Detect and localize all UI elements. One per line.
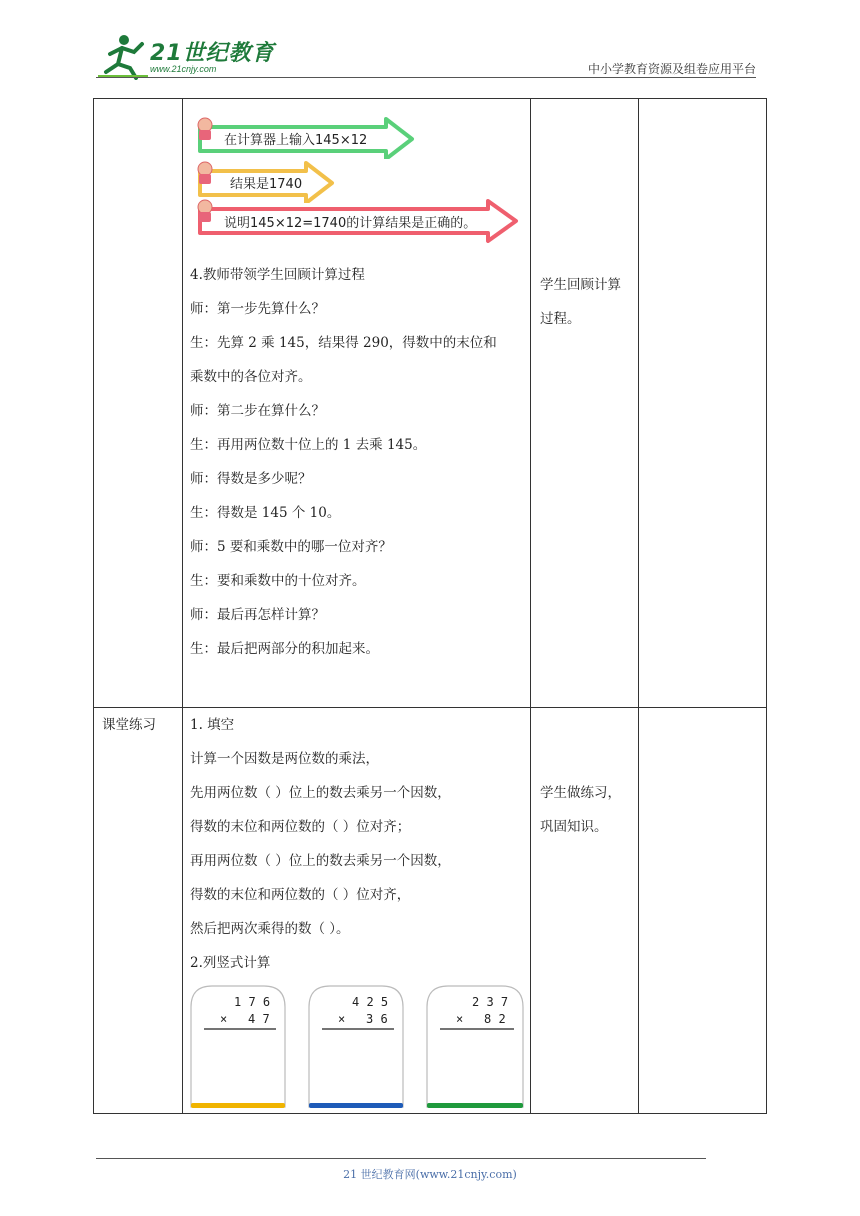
exercise-line: 2.列竖式计算 — [190, 955, 271, 971]
column-divider — [182, 99, 183, 1113]
procedure-line: 生：先算 2 乘 145，结果得 290，得数中的末位和 — [190, 335, 497, 351]
exercise-line: 1. 填空 — [190, 717, 235, 733]
card-multiplier: 8 2 — [484, 1012, 506, 1026]
calc-card-2 — [308, 985, 404, 1109]
times-sign: × — [220, 1012, 228, 1026]
exercise-line: 再用两位数（ ）位上的数去乘另一个因数， — [190, 853, 451, 869]
card-multiplicand: 1 7 6 — [234, 995, 271, 1009]
calc-card-1 — [190, 985, 286, 1109]
column-divider — [638, 99, 639, 1113]
exercise-line: 得数的末位和两位数的（ ）位对齐； — [190, 819, 411, 835]
page-header — [0, 0, 860, 90]
arrow-label-2: 结果是1740 — [230, 177, 303, 192]
procedure-line: 师：5 要和乘数中的哪一位对齐？ — [190, 539, 392, 555]
card-multiplier: 4 7 — [248, 1012, 270, 1026]
column-divider — [530, 99, 531, 1113]
row-divider — [94, 707, 766, 708]
procedure-line: 生：最后把两部分的积加起来。 — [190, 641, 379, 657]
procedure-line: 师：第二步在算什么？ — [190, 403, 325, 419]
procedure-line: 乘数中的各位对齐。 — [190, 369, 312, 385]
procedure-line: 师：得数是多少呢？ — [190, 471, 312, 487]
footer-text[interactable]: 21 世纪教育网(www.21cnjy.com) — [343, 1168, 517, 1181]
procedure-line: 生：要和乘数中的十位对齐。 — [190, 573, 366, 589]
footer-divider — [96, 1158, 706, 1159]
student-activity: 巩固知识。 — [540, 819, 608, 835]
student-activity: 学生做练习， — [540, 785, 621, 801]
procedure-line: 4.教师带领学生回顾计算过程 — [190, 267, 365, 283]
times-sign: × — [456, 1012, 464, 1026]
logo-text: 21世纪教育 — [150, 41, 275, 66]
procedure-line: 生：得数是 145 个 10。 — [190, 505, 341, 521]
times-sign: × — [338, 1012, 346, 1026]
platform-title: 中小学教育资源及组卷应用平台 — [587, 62, 756, 76]
procedure-line: 师：最后再怎样计算？ — [190, 607, 325, 623]
procedure-line: 师：第一步先算什么？ — [190, 301, 325, 317]
exercise-line: 先用两位数（ ）位上的数去乘另一个因数， — [190, 785, 451, 801]
exercise-line: 得数的末位和两位数的（ ）位对齐， — [190, 887, 411, 903]
arrow-label-1: 在计算器上输入145×12 — [224, 133, 368, 148]
exercise-line: 然后把两次乘得的数（ ）。 — [190, 921, 350, 937]
section-label: 课堂练习 — [102, 717, 156, 733]
header-divider — [96, 77, 756, 78]
student-activity: 学生回顾计算 — [540, 277, 621, 293]
card-multiplier: 3 6 — [366, 1012, 388, 1026]
calc-card-3 — [426, 985, 522, 1109]
procedure-line: 生：再用两位数十位上的 1 去乘 145。 — [190, 437, 427, 453]
card-multiplicand: 2 3 7 — [472, 995, 509, 1009]
arrow-label-3: 说明145×12=1740的计算结果是正确的。 — [224, 216, 477, 231]
card-multiplicand: 4 2 5 — [352, 995, 389, 1009]
student-activity: 过程。 — [540, 311, 581, 327]
exercise-line: 计算一个因数是两位数的乘法， — [190, 751, 379, 767]
lesson-table — [93, 98, 767, 1114]
logo-url: www.21cnjy.com — [150, 64, 217, 74]
